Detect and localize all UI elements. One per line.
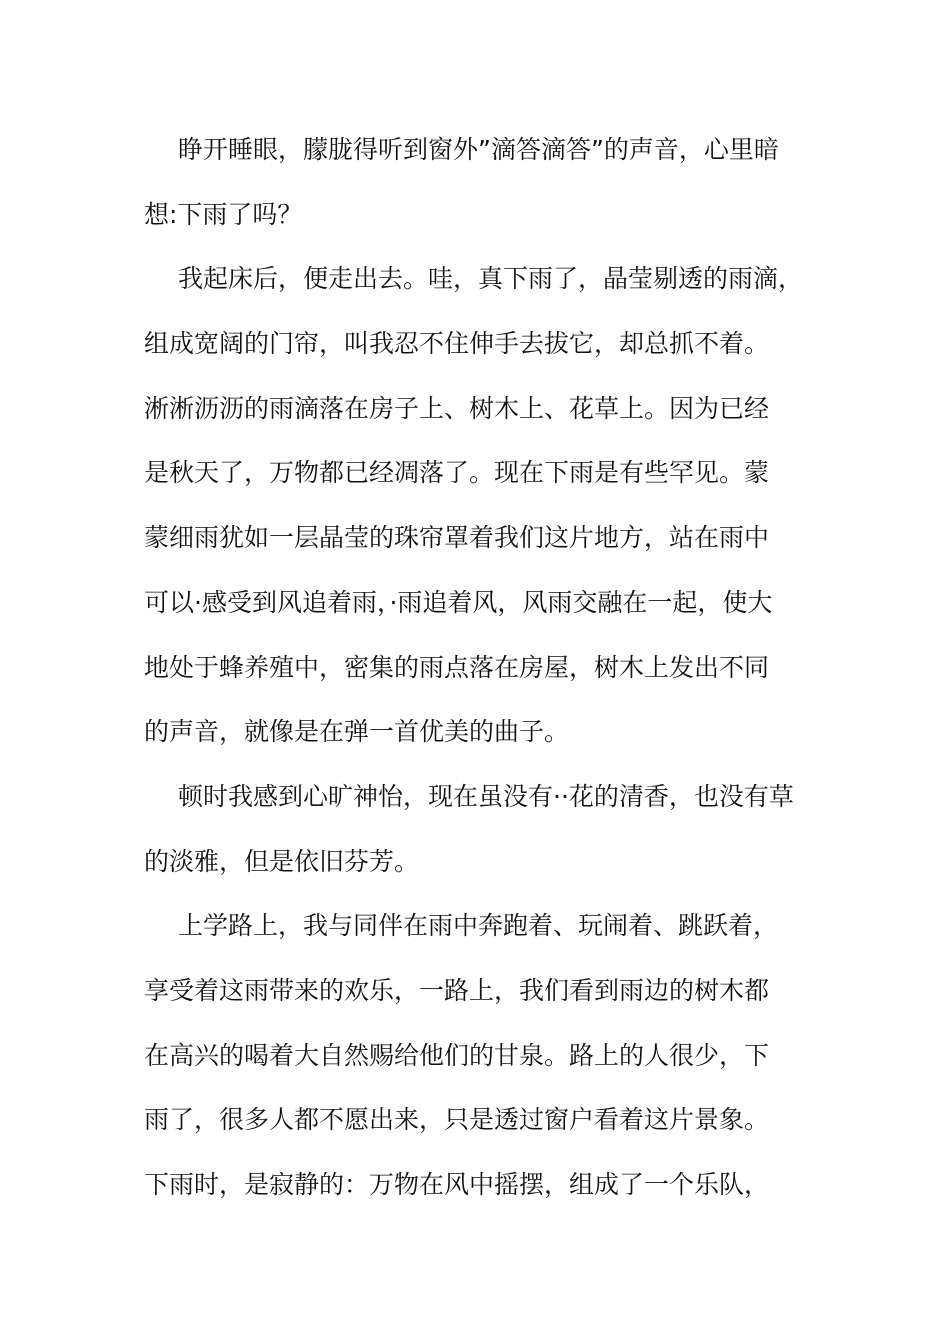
text-line-14: 享受着这雨带来的欢乐，一路上，我们看到雨边的树木都 [144, 975, 770, 1005]
text-line-8: 可以·感受到风追着雨，·雨追着风，风雨交融在一起，使大 [144, 587, 773, 617]
text-line-3: 我起床后，便走出去。哇，真下雨了，晶莹剔透的雨滴， [178, 264, 804, 294]
text-line-12: 的淡雅，但是依旧芬芳。 [144, 846, 420, 876]
text-line-4: 组成宽阔的门帘，叫我忍不住伸手去拔它，却总抓不着。 [144, 329, 770, 359]
text-line-9: 地处于蜂养殖中，密集的雨点落在房屋，树木上发出不同 [144, 652, 770, 682]
text-line-13: 上学路上，我与同伴在雨中奔跑着、玩闹着、跳跃着， [178, 911, 779, 941]
essay-body [144, 118, 834, 1218]
text-line-2: 想:下雨了吗？ [144, 199, 303, 229]
text-line-15: 在高兴的喝着大自然赐给他们的甘泉。路上的人很少，下 [144, 1040, 770, 1070]
text-line-17: 下雨时，是寂静的：万物在风中摇摆，组成了一个乐队， [144, 1170, 770, 1199]
text-line-7: 蒙细雨犹如一层晶莹的珠帘罩着我们这片地方，站在雨中 [144, 523, 770, 553]
text-line-16: 雨了，很多人都不愿出来，只是透过窗户看着这片景象。 [144, 1105, 770, 1135]
text-line-11: 顿时我感到心旷神怡，现在虽没有··花的清香，也没有草 [178, 781, 794, 811]
text-line-5: 淅淅沥沥的雨滴落在房子上、树木上、花草上。因为已经 [144, 393, 770, 423]
text-line-10: 的声音，就像是在弹一首优美的曲子。 [144, 717, 570, 747]
text-line-1: 睁开睡眼，朦胧得听到窗外”滴答滴答”的声音，心里暗 [178, 135, 779, 164]
text-line-6: 是秋天了，万物都已经凋落了。现在下雨是有些罕见。蒙 [144, 458, 770, 488]
